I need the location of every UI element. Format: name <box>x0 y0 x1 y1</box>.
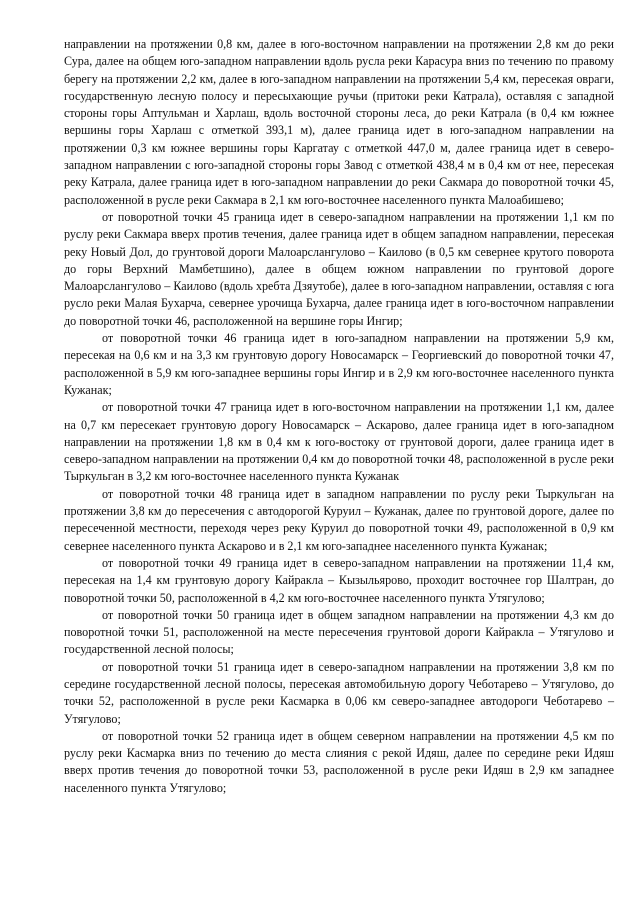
paragraph-point-49: от поворотной точки 49 граница идет в северо-западном направлении на протяжении 11,4 км, пересекая на 1,4 км грунтовую дорогу Кайракла – Кызыльярово, проходит восточнее гор Шалтран, до поворотной точки 50, расположенной в 4,2 км юго-восточнее населенного пункта Утягулово; <box>64 555 614 605</box>
paragraph-continuation: направлении на протяжении 0,8 км, далее в юго-восточном направлении на протяжении 2,8 км до реки Сура, далее на общем юго-западном направлении вдоль русла реки Карасура вниз по течению по правому берегу на протяжении 2,2 км, далее в юго-западном направлении на протяжении 5,4 км, пересекая овраги, государственную лесную полосу и пересыхающие ручьи (притоки реки Катрала), оставляя с западной стороны горы Аптульман и Харлаш, вдоль восточной стороны леса, до реки Катрала (в 0,4 км южнее вершины горы Харлаш с отметкой 393,1 м), далее граница идет в юго-западном направлении на протяжении 0,3 км южнее вершины горы Каргатау с отметкой 447,0 м, далее граница идет в северо-западном направлении с юго-западной стороны горы Завод с отметкой 438,4 м в 0,4 км от нее, пересекая реку Катрала, далее граница идет в юго-западном направлении до реки Сакмара до поворотной точки 45, расположенной в русле реки Сакмара в 2,1 км юго-восточнее населенного пункта Малоабишево; <box>64 37 614 207</box>
paragraph-point-50: от поворотной точки 50 граница идет в общем западном направлении на протяжении 4,3 км до поворотной точки 51, расположенной на месте пересечения грунтовой дороги Кайракла – Утягулово и государственной лесной полосы; <box>64 607 614 657</box>
paragraph-point-48: от поворотной точки 48 граница идет в западном направлении по руслу реки Тыркульган на протяжении 3,8 км до пересечения с автодорогой Куруил – Кужанак, далее по грунтовой дороге, далее по пересеченной местности, переходя через реку Куруил до поворотной точки 49, расположенной в 0,9 км севернее населенного пункта Аскарово и в 2,1 км юго-западнее населенного пункта Кужанак; <box>64 486 614 553</box>
paragraph-point-45: от поворотной точки 45 граница идет в северо-западном направлении на протяжении 1,1 км по руслу реки Сакмара вверх против течения, далее граница идет в общем западном направлении, пересекая реку Новый Дол, до грунтовой дороги Малоарслангулово – Каилово (в 0,5 км севернее крутого поворота до горы Верхний Мамбетшино), далее в общем южном направлении по грунтовой дороге Малоарслангулово – Каилово (вдоль хребта Дзяутобе), далее в юго-западном направлении, оставляя с юга русло реки Малая Бухарча, севернее урочища Бухарча, далее граница идет в юго-восточном направлении до поворотной точки 46, расположенной на вершине горы Ингир; <box>64 209 614 328</box>
paragraph-point-46: от поворотной точки 46 граница идет в юго-западном направлении на протяжении 5,9 км, пересекая на 0,6 км и на 3,3 км грунтовую дорогу Новосамарск – Георгиевский до поворотной точки 47, расположенной в 5,9 км юго-западнее вершины горы Ингир и в 2,9 км юго-восточнее населенного пункта Кужанак; <box>64 331 614 397</box>
paragraph-point-52: от поворотной точки 52 граница идет в общем северном направлении на протяжении 4,5 км по руслу реки Касмарка вниз по течению до места слияния с рекой Идяш, далее по середине реки Идяш вверх против течения до поворотной точки 53, расположенной в русле реки Идяш в 2,9 км западнее населенного пункта Утягулово; <box>64 728 614 795</box>
paragraph-point-47: от поворотной точки 47 граница идет в юго-восточном направлении на протяжении 1,1 км, далее на 0,7 км пересекает грунтовую дорогу Новосамарск – Аскарово, далее граница идет в юго-западном направлении на протяжении 1,8 км в 0,4 км к юго-востоку от грунтовой дороги, далее граница идет в северо-западном направлении на протяжении 0,4 км до поворотной точки 48, расположенной в русле реки Тыркульган в 3,2 км юго-восточнее населенного пункта Кужанак <box>64 400 614 484</box>
paragraph-point-51: от поворотной точки 51 граница идет в северо-западном направлении на протяжении 3,8 км по середине государственной лесной полосы, пересекая автомобильную дорогу Чеботарево – Утягулово, до точки 52, расположенной в русле реки Касмарка в 0,06 км северо-западнее автодороги Чеботарево – Утягулово; <box>64 659 614 726</box>
